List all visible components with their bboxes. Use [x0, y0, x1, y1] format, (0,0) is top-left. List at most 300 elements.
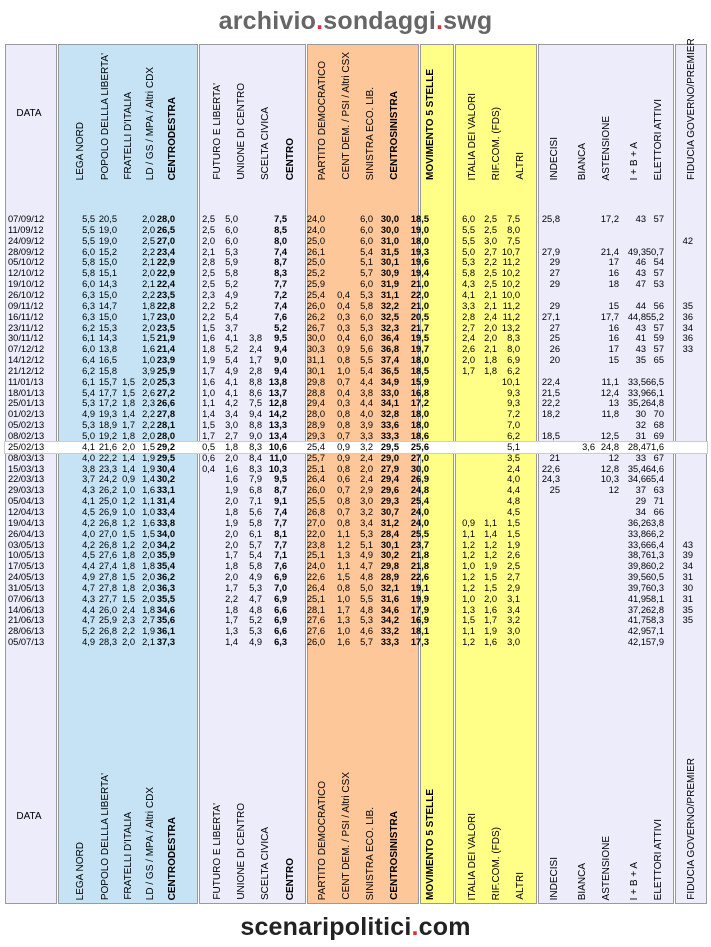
- cell-pd: 30,0: [306, 333, 325, 344]
- cell-ind: 27: [549, 268, 560, 279]
- cell-sc: 5,6: [249, 506, 262, 517]
- cell-altri: 7,5: [507, 214, 520, 224]
- cell-pdl: 15,2: [98, 246, 117, 257]
- bottom-header-fdi: FRATELLI D'ITALIA: [123, 812, 134, 900]
- cell-lega: 4,0: [82, 528, 95, 539]
- cell-sc: 2,4: [249, 344, 262, 355]
- cell-iba: 43: [635, 268, 646, 279]
- cell-pd: 25,5: [306, 496, 325, 507]
- cell-iba: 36,2: [627, 517, 646, 528]
- cell-cdx: 27,0: [156, 235, 175, 246]
- cell-csx: 33,3: [380, 431, 399, 441]
- cell-csx: 29,3: [380, 496, 399, 507]
- cell-cd: 1,0: [337, 593, 350, 604]
- table-row: [5, 496, 707, 507]
- cell-pdl: 27,4: [98, 561, 117, 572]
- cell-pdl: 19,2: [98, 431, 117, 441]
- cell-ldgs: 2,0: [142, 268, 155, 279]
- cell-cd: 0,3: [337, 311, 350, 322]
- top-header-m5s: MOVIMENTO 5 STELLE: [425, 69, 436, 180]
- cell-rif: 3,0: [484, 235, 497, 246]
- cell-lega: 6,1: [82, 333, 95, 344]
- cell-el: 69: [653, 431, 664, 441]
- table-row: [5, 529, 707, 540]
- cell-lega: 5,5: [82, 235, 95, 246]
- cell-idv: 5,8: [462, 268, 475, 279]
- cell-pd: 26,4: [306, 474, 325, 485]
- cell-m5s: 16,8: [410, 387, 429, 398]
- cell-idv: 5,5: [462, 235, 475, 246]
- cell-m5s: 19,4: [410, 268, 429, 279]
- cell-data: 12/04/13: [8, 506, 45, 517]
- cell-udc: 3,7: [225, 322, 238, 333]
- cell-csx: 32,3: [380, 322, 399, 333]
- cell-sc: 8,8: [249, 420, 262, 431]
- cell-altri: 4,8: [507, 496, 520, 507]
- cell-ldgs: 1,8: [142, 561, 155, 572]
- top-header-iba: I + B + A: [629, 141, 640, 180]
- cell-sel: 6,0: [360, 224, 373, 235]
- cell-rif: 2,0: [484, 333, 497, 344]
- cell-csx: 33,3: [380, 637, 399, 648]
- cell-sc: 5,8: [249, 561, 262, 572]
- table-row: [5, 464, 707, 475]
- cell-sc: 8,3: [249, 441, 262, 452]
- cell-sc: 7,5: [249, 398, 262, 409]
- cell-sel: 4,7: [360, 561, 373, 572]
- cell-m5s: 18,1: [410, 626, 429, 637]
- cell-cd: 1,2: [337, 539, 350, 550]
- cell-data: 10/05/13: [8, 550, 45, 561]
- cell-lega: 4,2: [82, 539, 95, 550]
- site-title-part: archivio: [218, 7, 317, 35]
- cell-ldgs: 2,0: [142, 431, 155, 441]
- cell-ldgs: 1,1: [142, 496, 155, 507]
- cell-cd: 0,8: [337, 582, 350, 593]
- cell-pd: 28,1: [306, 604, 325, 615]
- cell-el: 66,4: [645, 539, 664, 550]
- cell-csx: 32,2: [380, 300, 399, 311]
- cell-rif: 2,5: [484, 224, 497, 235]
- cell-pdl: 26,8: [98, 626, 117, 637]
- top-header-ast: ASTENSIONE: [601, 115, 612, 180]
- cell-sc: 3,8: [249, 333, 262, 344]
- cell-ldgs: 2,0: [142, 322, 155, 333]
- cell-sc: 9,4: [249, 409, 262, 420]
- cell-sc: 5,3: [249, 626, 262, 637]
- cell-pd: 29,4: [306, 398, 325, 409]
- cell-ldgs: 2,1: [142, 637, 155, 648]
- cell-data: 17/05/13: [8, 561, 45, 572]
- cell-iba: 41,9: [627, 593, 646, 604]
- cell-udc: 1,8: [225, 506, 238, 517]
- cell-pd: 31,1: [306, 355, 325, 366]
- cell-centro: 13,3: [268, 420, 287, 431]
- cell-cdx: 30,4: [156, 463, 175, 474]
- cell-el: 53: [653, 279, 664, 290]
- cell-pd: 26,0: [306, 300, 325, 311]
- cell-udc: 5,4: [225, 311, 238, 322]
- cell-pdl: 25,0: [98, 496, 117, 507]
- cell-pd: 25,0: [306, 257, 325, 268]
- cell-fdi: 2,3: [122, 615, 135, 626]
- bottom-header-el: ELETTORI ATTIVI: [653, 818, 664, 900]
- cell-csx: 30,0: [380, 224, 399, 235]
- cell-fli: 1,6: [202, 376, 215, 387]
- cell-sel: 2,9: [360, 485, 373, 496]
- cell-altri: 1,5: [507, 528, 520, 539]
- top-header-cd: CENT DEM. / PSI / Altri CSX: [341, 52, 352, 180]
- cell-centro: 6,6: [274, 626, 287, 637]
- cell-sel: 5,3: [360, 528, 373, 539]
- cell-udc: 2,7: [225, 431, 238, 441]
- cell-data: 01/02/13: [8, 409, 45, 420]
- cell-fid: 35: [682, 604, 693, 615]
- cell-el: 64,6: [645, 463, 664, 474]
- cell-sel: 6,0: [360, 311, 373, 322]
- cell-ind: 25: [549, 333, 560, 344]
- table-row: [5, 540, 707, 551]
- cell-ldgs: 1,9: [142, 452, 155, 463]
- cell-centro: 5,2: [274, 322, 287, 333]
- cell-csx: 27,9: [380, 463, 399, 474]
- cell-fdi: 1,4: [122, 409, 135, 420]
- cell-m5s: 16,9: [410, 615, 429, 626]
- cell-pd: 29,8: [306, 376, 325, 387]
- cell-idv: 2,0: [462, 355, 475, 366]
- cell-rif: 2,4: [484, 311, 497, 322]
- cell-el: 66,2: [645, 528, 664, 539]
- bottom-header-m5s: MOVIMENTO 5 STELLE: [425, 789, 436, 900]
- cell-idv: 1,7: [462, 365, 475, 376]
- cell-el: 57: [653, 268, 664, 279]
- cell-altri: 7,0: [507, 420, 520, 431]
- cell-pd: 25,1: [306, 463, 325, 474]
- cell-fdi: 1,5: [122, 387, 135, 398]
- cell-rif: 2,5: [484, 268, 497, 279]
- cell-udc: 2,0: [225, 496, 238, 507]
- cell-m5s: 27,0: [410, 452, 429, 463]
- cell-ldgs: 1,8: [142, 300, 155, 311]
- cell-centro: 7,1: [274, 550, 287, 561]
- cell-udc: 3,0: [225, 420, 238, 431]
- cell-sel: 4,6: [360, 626, 373, 637]
- cell-lega: 4,1: [82, 496, 95, 507]
- site-title-dot: .: [435, 7, 444, 35]
- cell-rif: 1,1: [484, 517, 497, 528]
- cell-m5s: 25,5: [410, 528, 429, 539]
- cell-fli: 1,6: [202, 333, 215, 344]
- cell-lega: 4,9: [82, 409, 95, 420]
- cell-ind: 20: [549, 355, 560, 366]
- cell-cd: 0,9: [337, 344, 350, 355]
- polls-table: [5, 38, 707, 904]
- cell-sc: 2,8: [249, 365, 262, 376]
- top-header-ind: INDECISI: [549, 136, 560, 180]
- bottom-header-centro: CENTRO: [285, 857, 296, 900]
- cell-pd: 26,4: [306, 582, 325, 593]
- cell-fdi: 2,2: [122, 626, 135, 637]
- cell-sc: 5,3: [249, 582, 262, 593]
- table-row: [5, 409, 707, 420]
- cell-cdx: 22,8: [156, 300, 175, 311]
- table-row: [5, 268, 707, 279]
- cell-udc: 5,4: [225, 355, 238, 366]
- cell-fdi: 1,5: [122, 572, 135, 583]
- cell-pdl: 28,3: [98, 637, 117, 648]
- cell-udc: 5,2: [225, 344, 238, 355]
- cell-sel: 5,1: [360, 257, 373, 268]
- bottom-header-lega: LEGA NORD: [75, 841, 86, 900]
- cell-iba: 43: [635, 344, 646, 355]
- cell-lega: 4,3: [82, 593, 95, 604]
- cell-el: 63: [653, 485, 664, 496]
- cell-m5s: 22,0: [410, 289, 429, 300]
- cell-cdx: 35,9: [156, 550, 175, 561]
- cell-centro: 8,7: [274, 485, 287, 496]
- cell-ldgs: 1,4: [142, 474, 155, 485]
- cell-m5s: 17,3: [410, 637, 429, 648]
- cell-ind: 27,9: [541, 246, 560, 257]
- cell-centro: 7,7: [274, 539, 287, 550]
- cell-fid: 39: [682, 550, 693, 561]
- cell-cdx: 21,9: [156, 333, 175, 344]
- cell-rif: 2,1: [484, 344, 497, 355]
- cell-csx: 37,4: [380, 355, 399, 366]
- cell-m5s: 25,6: [410, 441, 429, 452]
- cell-lega: 4,4: [82, 604, 95, 615]
- cell-fli: 1,9: [202, 355, 215, 366]
- cell-m5s: 19,9: [410, 593, 429, 604]
- cell-fli: 2,1: [202, 246, 215, 257]
- cell-ldgs: 2,0: [142, 572, 155, 583]
- cell-pd: 23,8: [306, 539, 325, 550]
- bottom-header-ind: INDECISI: [549, 856, 560, 900]
- cell-pd: 26,0: [306, 485, 325, 496]
- cell-cdx: 23,5: [156, 322, 175, 333]
- site-title-part: com: [418, 913, 471, 941]
- cell-m5s: 18,6: [410, 431, 429, 441]
- cell-altri: 10,2: [501, 279, 520, 290]
- cell-el: 67: [653, 452, 664, 463]
- cell-pdl: 15,0: [98, 289, 117, 300]
- table-row: [5, 247, 707, 258]
- bottom-header-cd: CENT DEM. / PSI / Altri CSX: [341, 772, 352, 900]
- cell-cd: 0,6: [337, 474, 350, 485]
- cell-pdl: 26,2: [98, 485, 117, 496]
- cell-cd: 0,3: [337, 322, 350, 333]
- cell-pdl: 27,8: [98, 572, 117, 583]
- cell-sc: 8,3: [249, 463, 262, 474]
- cell-pdl: 15,3: [98, 322, 117, 333]
- cell-idv: 1,2: [462, 582, 475, 593]
- cell-fid: 35: [682, 615, 693, 626]
- cell-el: 62,8: [645, 604, 664, 615]
- cell-cdx: 33,8: [156, 517, 175, 528]
- cell-data: 29/03/13: [8, 485, 45, 496]
- cell-rif: 2,2: [484, 257, 497, 268]
- cell-pdl: 27,0: [98, 528, 117, 539]
- cell-pdl: 17,7: [98, 387, 117, 398]
- cell-centro: 7,6: [274, 311, 287, 322]
- top-header-fdi: FRATELLI D'ITALIA: [123, 92, 134, 180]
- bottom-header-sc: SCELTA CIVICA: [260, 827, 271, 900]
- cell-iba: 34: [635, 506, 646, 517]
- cell-pdl: 19,3: [98, 409, 117, 420]
- cell-iba: 44,8: [627, 311, 646, 322]
- cell-idv: 1,1: [462, 626, 475, 637]
- cell-centro: 10,3: [268, 463, 287, 474]
- cell-altri: 3,5: [507, 452, 520, 463]
- cell-m5s: 18,0: [410, 235, 429, 246]
- cell-el: 61,3: [645, 550, 664, 561]
- cell-udc: 2,0: [225, 528, 238, 539]
- cell-cdx: 31,4: [156, 496, 175, 507]
- bottom-header-idv: ITALIA DEI VALORI: [467, 812, 478, 900]
- bottom-header-csx: CENTROSINISTRA: [389, 811, 400, 900]
- cell-ast: 16: [608, 322, 619, 333]
- cell-udc: 5,0: [225, 214, 238, 224]
- cell-el: 54: [653, 257, 664, 268]
- cell-sel: 6,0: [360, 333, 373, 344]
- cell-m5s: 18,0: [410, 409, 429, 420]
- cell-altri: 2,4: [507, 463, 520, 474]
- cell-el: 63,8: [645, 517, 664, 528]
- cell-altri: 1,5: [507, 517, 520, 528]
- cell-lega: 6,0: [82, 246, 95, 257]
- cell-ast: 16: [608, 333, 619, 344]
- cell-bianca: 3,6: [582, 441, 595, 452]
- cell-sel: 2,4: [360, 474, 373, 485]
- cell-csx: 30,7: [380, 506, 399, 517]
- cell-csx: 29,4: [380, 474, 399, 485]
- cell-centro: 13,7: [268, 387, 287, 398]
- cell-ldgs: 2,7: [142, 615, 155, 626]
- cell-sel: 5,7: [360, 268, 373, 279]
- table-row: [5, 388, 707, 399]
- cell-idv: 1,1: [462, 528, 475, 539]
- cell-pd: 25,9: [306, 279, 325, 290]
- cell-cdx: 21,4: [156, 344, 175, 355]
- cell-cd: 1,3: [337, 550, 350, 561]
- cell-rif: 2,1: [484, 289, 497, 300]
- cell-iba: 49,3: [627, 246, 646, 257]
- cell-el: 55,2: [645, 311, 664, 322]
- cell-centro: 6,9: [274, 572, 287, 583]
- cell-ldgs: 2,1: [142, 257, 155, 268]
- cell-cdx: 23,0: [156, 311, 175, 322]
- cell-fid: 36: [682, 311, 693, 322]
- cell-rif: 1,2: [484, 539, 497, 550]
- cell-lega: 6,4: [82, 355, 95, 366]
- cell-iba: 38,7: [627, 550, 646, 561]
- cell-el: 66: [653, 506, 664, 517]
- bottom-header-ldgs: LD / GS / MPA / Altri CDX: [145, 786, 156, 900]
- cell-fdi: 2,0: [122, 441, 135, 452]
- cell-altri: 11,2: [502, 300, 520, 311]
- cell-cdx: 26,6: [156, 398, 175, 409]
- cell-data: 23/11/12: [8, 322, 44, 333]
- top-header-altri: ALTRI: [515, 152, 526, 180]
- cell-m5s: 30,0: [410, 463, 429, 474]
- cell-fdi: 1,5: [122, 376, 135, 387]
- cell-udc: 1,8: [225, 561, 238, 572]
- cell-altri: 1,9: [507, 539, 520, 550]
- cell-pdl: 26,9: [98, 506, 117, 517]
- cell-udc: 1,4: [225, 637, 238, 648]
- cell-data: 07/12/12: [8, 344, 45, 355]
- cell-udc: 1,8: [225, 604, 238, 615]
- cell-pdl: 19,0: [98, 235, 117, 246]
- top-header-cdx: CENTRODESTRA: [167, 96, 178, 180]
- cell-sel: 3,2: [360, 506, 373, 517]
- cell-pdl: 18,9: [98, 420, 117, 431]
- cell-data: 03/05/13: [8, 539, 45, 550]
- bottom-header-iba: I + B + A: [629, 861, 640, 900]
- cell-ind: 21: [549, 452, 560, 463]
- top-header-rif: RIF.COM. (FDS): [491, 106, 502, 180]
- cell-ldgs: 1,6: [142, 344, 155, 355]
- cell-data: 07/06/13: [8, 593, 45, 604]
- cell-sel: 6,0: [360, 279, 373, 290]
- cell-m5s: 17,2: [410, 398, 429, 409]
- cell-el: 58,1: [645, 593, 664, 604]
- cell-cdx: 22,4: [156, 279, 175, 290]
- cell-pd: 25,7: [306, 452, 325, 463]
- site-title-part: sondaggi: [323, 7, 436, 35]
- cell-altri: 7,5: [507, 235, 520, 246]
- cell-ldgs: 2,0: [142, 550, 155, 561]
- cell-lega: 4,5: [82, 506, 95, 517]
- cell-centro: 7,7: [274, 279, 287, 290]
- cell-ind: 21,5: [541, 387, 560, 398]
- cell-udc: 1,7: [225, 550, 238, 561]
- cell-pd: 25,0: [306, 235, 325, 246]
- cell-lega: 4,7: [82, 615, 95, 626]
- cell-csx: 30,1: [380, 257, 399, 268]
- table-row: [5, 279, 707, 290]
- cell-udc: 1,6: [225, 463, 238, 474]
- cell-centro: 7,0: [274, 582, 287, 593]
- cell-cdx: 35,5: [156, 593, 175, 604]
- cell-ast: 17,7: [600, 311, 619, 322]
- cell-ldgs: 1,0: [142, 355, 155, 366]
- cell-iba: 46: [635, 257, 646, 268]
- cell-csx: 34,2: [380, 615, 399, 626]
- cell-cdx: 28,0: [156, 214, 175, 224]
- cell-cdx: 27,2: [156, 387, 175, 398]
- cell-cdx: 36,3: [156, 582, 175, 593]
- cell-lega: 6,3: [82, 300, 95, 311]
- cell-idv: 5,5: [462, 224, 475, 235]
- cell-rif: 2,0: [484, 593, 497, 604]
- cell-ldgs: 1,5: [142, 441, 155, 452]
- cell-altri: 2,9: [507, 582, 520, 593]
- table-row: [5, 474, 707, 485]
- cell-lega: 3,8: [82, 463, 95, 474]
- cell-idv: 1,0: [462, 561, 475, 572]
- cell-ldgs: 3,9: [142, 365, 155, 376]
- cell-ldgs: 1,5: [142, 333, 155, 344]
- cell-centro: 11,0: [269, 452, 287, 463]
- cell-data: 19/10/12: [8, 279, 45, 290]
- cell-cd: 0,4: [337, 333, 350, 344]
- cell-iba: 33,8: [627, 528, 646, 539]
- cell-m5s: 15,9: [410, 376, 429, 387]
- cell-pd: 26,0: [306, 637, 325, 648]
- cell-ast: 15: [608, 300, 619, 311]
- cell-pdl: 15,8: [98, 365, 117, 376]
